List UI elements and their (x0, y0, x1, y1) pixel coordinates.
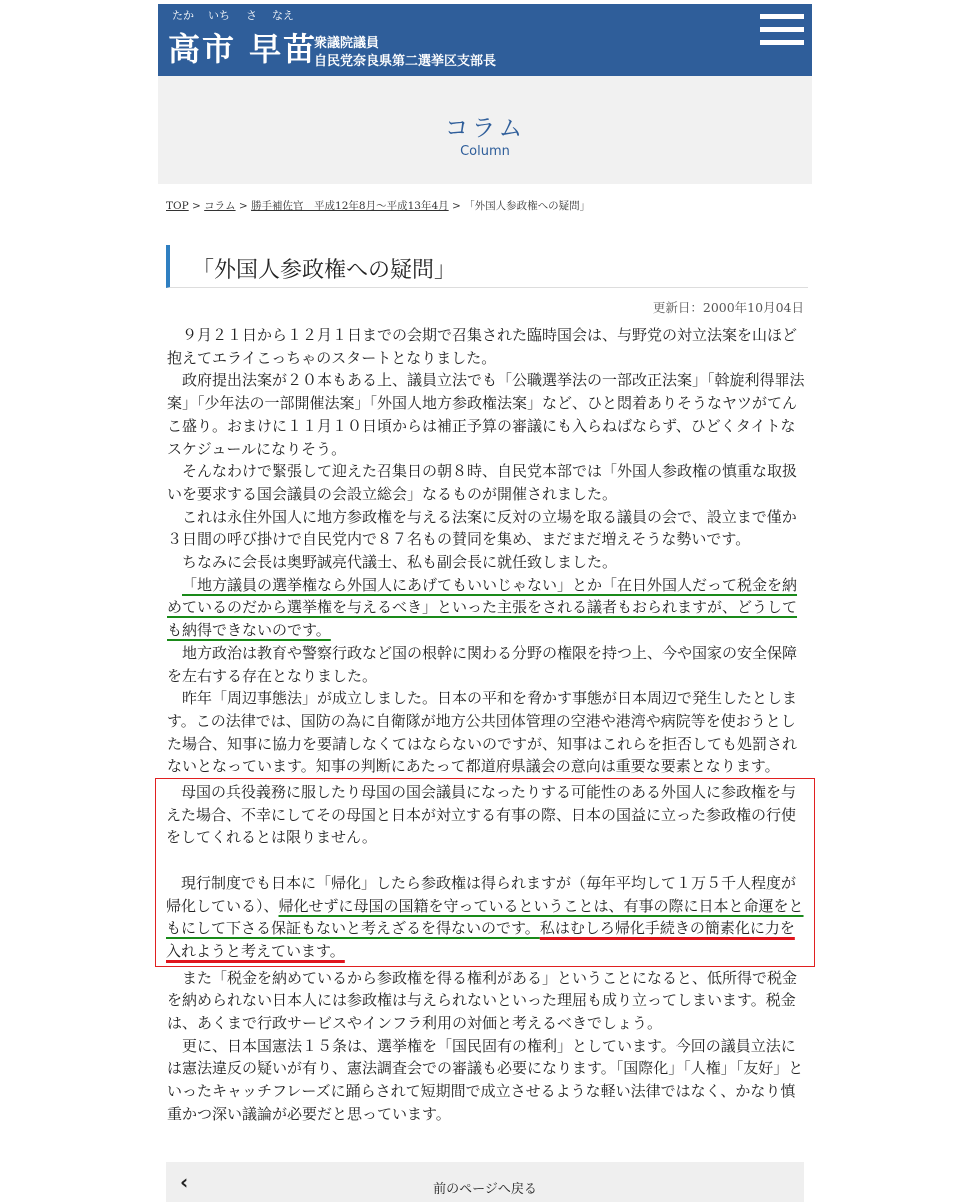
breadcrumb-separator: > (188, 200, 205, 212)
breadcrumb-top[interactable]: TOP (166, 200, 189, 212)
site-logo-name[interactable]: 高市 早苗 (168, 30, 318, 68)
red-underline-text: 私はむしろ帰化手続きの簡素化に力を入れようと考えています。 (166, 919, 795, 960)
updated-date: 更新日：2000年10月04日 (652, 300, 804, 315)
article-title-block (166, 245, 808, 288)
breadcrumb-current: 「外国人参政権への疑問」 (464, 200, 591, 212)
name-ruby-4: なえ (272, 9, 294, 22)
paragraph: 地方政治は教育や警察行政など国の根幹に関わる分野の権限を持つ上、今や国家の安全保障を左右する存在となりました。 (167, 643, 798, 685)
hero-subtitle: Column (460, 144, 510, 159)
breadcrumb-column[interactable]: コラム (204, 200, 236, 212)
paragraph: 昨年「周辺事態法」が成立しました。日本の平和を脅かす事態が日本周辺で発生したとします。この法律では、国防の為に自衛隊が地方公共団体管理の空港や港湾や病院等を使おうとした場合、知事に協力を要請しなくてはならないのですが、知事はこれらを拒否しても処罰されないとなっています。知事の判断にあたって都道府県議会の意向は重要な要素となります。 (167, 689, 798, 776)
site-role: 衆議院議員 (314, 36, 380, 51)
name-ruby-1: たか (172, 9, 194, 22)
paragraph: 母国の兵役義務に服したり母国の国会議員になったりする可能性のある外国人に参政権を与えた場合、不幸にしてその母国と日本が対立する有事の際、日本の国益に立った参政権の行使をしてくれるとは限りません。 (166, 783, 797, 847)
paragraph: 更に、日本国憲法１５条は、選挙権を「国民固有の権利」としています。今回の議員立法には憲法違反の疑いが有り、憲法調査会での審議も必要になります。「国際化」「人権」「友好」といったキャッチフレーズに踊らされて短期間で成立させるような軽い法律ではなく、かなり慎重かつ深い議論が必要だと思っています。 (167, 1036, 804, 1123)
page-hero (158, 76, 812, 184)
back-label: 前のページへ戻る (433, 1182, 537, 1197)
paragraph-highlighted (166, 872, 806, 963)
hero-title: コラム (444, 114, 526, 142)
back-to-previous-button[interactable] (166, 1162, 804, 1202)
site-branch: 自民党奈良県第二選挙区支部長 (314, 54, 497, 69)
site-header (158, 4, 812, 76)
plain-text: 現行制度でも日本に「帰化」したら参政権は得られますが（毎年平均して１万５千人程度が帰化している）、 (166, 873, 797, 915)
paragraph-highlighted (167, 574, 805, 642)
name-ruby-2: いち (208, 9, 230, 22)
red-boxed-section (155, 778, 815, 967)
paragraph: また「税金を納めているから参政権を得る権利がある」ということになると、低所得で税金を納められない日本人には参政権は与えられないといった理屈も成り立ってしまいます。税金は、あくまで行政サービスやインフラ利用の対価と考えるべきでしょう。 (167, 968, 798, 1033)
breadcrumb-series[interactable]: 勝手補佐官 平成12年8月～平成13年4月 (251, 200, 449, 212)
paragraph: そんなわけで緊張して迎えた召集日の朝８時、自民党本部では「外国人参政権の慎重な取扱いを要求する国会議員の会設立総会」なるものが開催されました。 (167, 462, 798, 503)
chevron-left-icon: ‹ (180, 1170, 189, 1194)
paragraph: これは永住外国人に地方参政権を与える法案に反対の立場を取る議員の会で、設立まで僅か３日間の呼び掛けで自民党内で８７名もの賛同を集め、まだまだ増えそうな勢いです。 (167, 507, 797, 549)
breadcrumb (166, 198, 590, 213)
paragraph: 政府提出法案が２０本もある上、議員立法でも「公職選挙法の一部改正法案」「斡旋利得罪法案」「少年法の一部開催法案」「外国人地方参政権法案」など、ひと悶着ありそうなヤツがてんこ盛り。おまけに１１月１０日頃からは補正予算の審議にも入らねばならず、ひどくタイトなスケジュールになりそう。 (167, 371, 805, 458)
name-ruby-3: さ (246, 9, 257, 22)
blank-line (166, 849, 806, 872)
green-underline-text: 「地方議員の選挙権なら外国人にあげてもいいじゃない」とか「在日外国人だって税金を納めているのだから選挙権を与えるべき」といった主張をされる議者もおられますが、どうしても納得できないのです。 (167, 575, 798, 640)
paragraph: ちなみに会長は奥野誠亮代議士、私も副会長に就任致しました。 (182, 553, 618, 572)
paragraph: ９月２１日から１２月１日までの会期で召集された臨時国会は、与野党の対立法案を山ほど抱えてエライこっちゃのスタートとなりました。 (167, 326, 798, 367)
green-underline-text: 帰化せずに母国の国籍を守っているということは、有事の際に日本と命運をともにして下さる保証もないと考えざるを得ないのです。 (166, 896, 804, 938)
article-body (167, 324, 805, 1126)
breadcrumb-separator: > (235, 200, 252, 212)
breadcrumb-separator: > (448, 200, 465, 212)
article-title: 「外国人参政権への疑問」 (192, 258, 457, 283)
hamburger-menu-icon[interactable] (760, 14, 804, 58)
